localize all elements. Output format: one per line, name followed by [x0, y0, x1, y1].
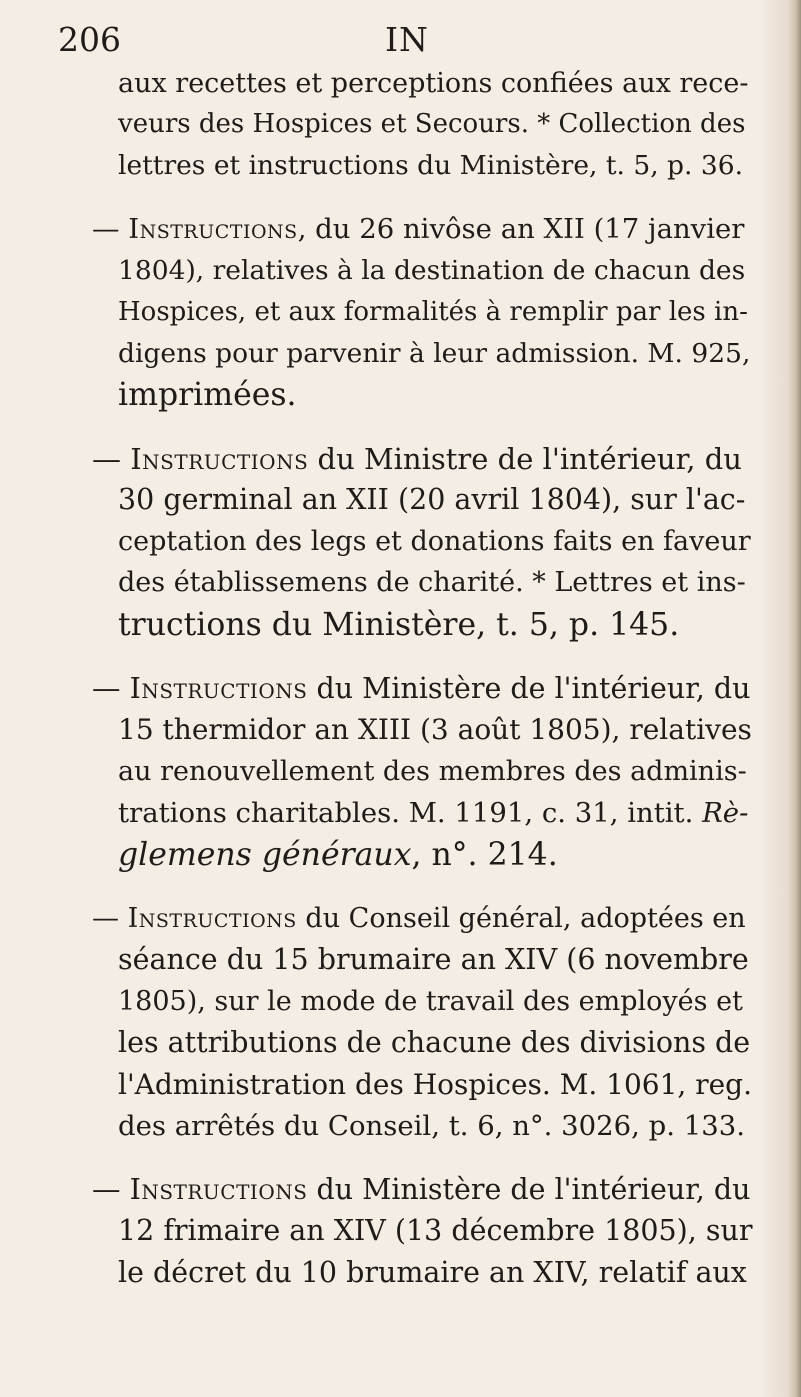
- text-line: les attributions de chacune des divisions de: [118, 1026, 751, 1059]
- text-line: — Instructions du Conseil général, adoptées en: [92, 903, 746, 934]
- text-line: aux recettes et perceptions confiées aux rece-: [118, 68, 749, 99]
- page-number: 206: [58, 20, 121, 59]
- page-edge: [787, 0, 801, 1397]
- text-line: 15 thermidor an XIII (3 août 1805), relatives: [118, 713, 752, 746]
- text-line: veurs des Hospices et Secours. * Collection des: [118, 109, 746, 139]
- text-line: — Instructions, du 26 nivôse an XII (17 janvier: [92, 213, 745, 245]
- text-line: 30 germinal an XII (20 avril 1804), sur l'ac-: [118, 483, 746, 516]
- text-line: — Instructions du Ministère de l'intérieur, du: [92, 1173, 751, 1206]
- text-line: ceptation des legs et donations faits en faveur: [118, 526, 751, 557]
- text-line: des arrêtés du Conseil, t. 6, n°. 3026, p. 133.: [118, 1110, 745, 1142]
- text-line: 12 frimaire an XIV (13 décembre 1805), sur: [118, 1214, 753, 1247]
- text-line: Hospices, et aux formalités à remplir par les in-: [118, 297, 748, 327]
- text-line: imprimées.: [118, 377, 297, 413]
- text-line: — Instructions du Ministère de l'intérieur, du: [92, 672, 751, 705]
- text-line: digens pour parvenir à leur admission. M. 925,: [118, 338, 751, 369]
- text-line: glemens généraux, n°. 214.: [118, 837, 558, 873]
- text-line: lettres et instructions du Ministère, t. 5, p. 36.: [118, 150, 744, 181]
- text-line: trations charitables. M. 1191, c. 31, intit. Rè-: [118, 797, 749, 829]
- text-line: tructions du Ministère, t. 5, p. 145.: [118, 607, 680, 643]
- text-line: l'Administration des Hospices. M. 1061, reg.: [118, 1068, 753, 1101]
- text-line: au renouvellement des membres des adminis-: [118, 756, 747, 787]
- page-header: [0, 14, 801, 62]
- running-head: IN: [385, 20, 429, 59]
- text-line: le décret du 10 brumaire an XIV, relatif aux: [118, 1256, 747, 1289]
- text-line: 1804), relatives à la destination de chacun des: [118, 255, 746, 286]
- text-line: des établissemens de charité. * Lettres et ins-: [118, 567, 746, 598]
- text-line: — Instructions du Ministre de l'intérieur, du: [92, 442, 742, 476]
- text-line: séance du 15 brumaire an XIV (6 novembre: [118, 943, 749, 976]
- text-line: 1805), sur le mode de travail des employés et: [118, 986, 743, 1017]
